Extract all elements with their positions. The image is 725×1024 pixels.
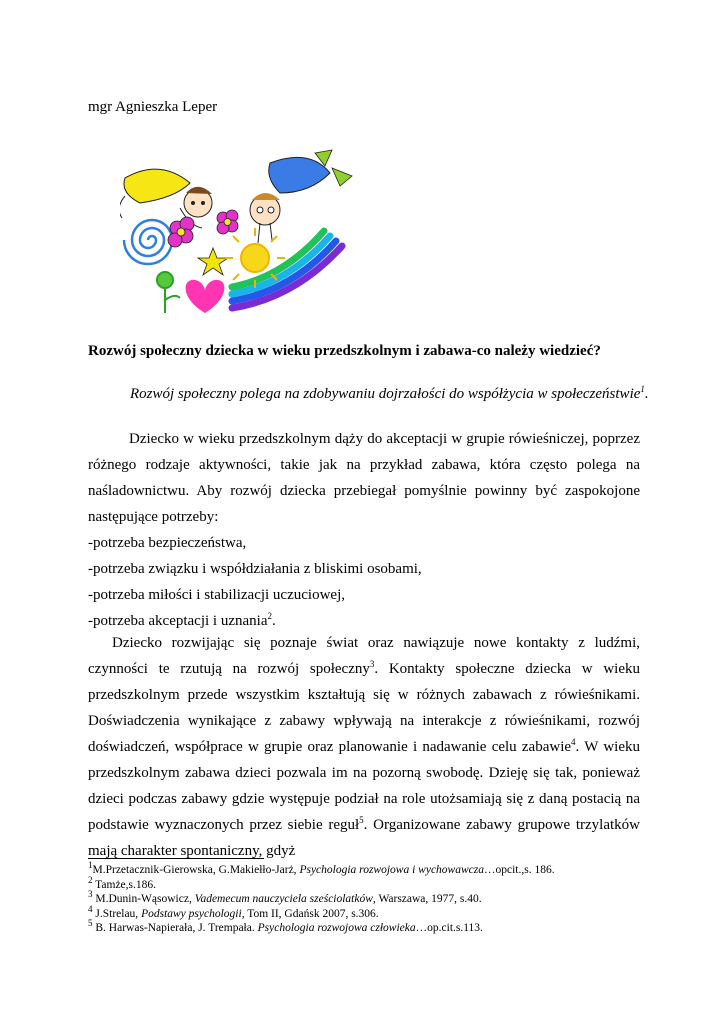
footnote-title: Psychologia rozwojowa i wychowawcza (299, 864, 484, 876)
footnote-title: Podstawy psychologii (141, 907, 242, 920)
footnote (88, 918, 555, 936)
footnote (88, 889, 555, 907)
paragraph-text: Dziecko rozwijając się poznaje świat oraz nawiązuje nowe kontakty z ludźmi, czynności te rzutują na rozwój społeczny (88, 635, 640, 677)
footnote-text: J.Strelau, (92, 907, 142, 920)
spiral-icon (124, 220, 172, 264)
star-icon (198, 248, 228, 275)
footnote-number: 5 (88, 918, 93, 929)
footnote (88, 874, 555, 893)
children-drawing-illustration (120, 148, 360, 318)
child-yellow-shirt (124, 169, 190, 203)
footnote-title: Psychologia rozwojowa człowieka (257, 922, 416, 934)
paragraph-text: . W wieku przedszkolnym zabawa dzieci pozwala im na pozorną swobodę. Dzieję się tak, ponieważ dzieci podczas zabawy gdzie występuje podział na role utożsamiają się z daną postacią na podstawie wyznaczonych przez siebie reguł (88, 739, 640, 833)
child-blue-shirt (269, 157, 330, 193)
motto-text: Rozwój społeczny polega na zdobywaniu dojrzałości do współżycia w społeczeństwie (130, 386, 641, 402)
list-item: -potrzeba związku i współdziałania z bliskimi osobami, (88, 561, 422, 577)
footnote (88, 903, 555, 922)
footnote-title: Vademecum nauczyciela sześciolatków (194, 893, 373, 905)
paragraph-text: . Kontakty społeczne dziecka w wieku przedszkolnym przede wszystkim kształtują się w różnych zabawach z rówieśnikami. Doświadczenia wynikające z zabawy wpływają na interakcje z rówieśnikami, rozwój doświadczeń, współprace w grupie oraz planowanie i nadawanie celu zabawie (88, 661, 640, 755)
footnote-text: …opcit.,s. 186. (483, 864, 555, 876)
motto-end: . (644, 386, 649, 402)
footnote-text: …op.cit.s.113. (415, 922, 483, 934)
footnote-number: 2 (88, 874, 93, 885)
plant-icon (157, 272, 180, 313)
footnote (88, 860, 555, 878)
footnote-ref: 2 (267, 611, 272, 621)
motto-line (130, 386, 649, 403)
footnote-separator (88, 858, 264, 859)
paragraph-intro: Dziecko w wieku przedszkolnym dąży do akceptacji w grupie rówieśniczej, poprzez różnego rodzaje aktywności, takie jak na przykład zabawa, która często polega na naśladownictwu. Aby rozwój dziecka przebiegał pomyślnie powinny być zaspokojone następujące potrzeby: (88, 431, 640, 525)
footnotes (88, 860, 555, 936)
author-line: mgr Agnieszka Leper (88, 99, 218, 115)
footnote-ref: 4 (571, 737, 576, 747)
footnote-number: 4 (88, 903, 93, 914)
flower-icon (168, 217, 194, 247)
paragraph-social-development (88, 630, 640, 864)
flower-icon (217, 210, 238, 234)
footnote-text: Tamże,s.186. (92, 878, 156, 891)
footnote-text: M.Dunin-Wąsowicz, (92, 893, 195, 905)
footnote-number: 1 (88, 860, 93, 871)
list-item-end: . (271, 613, 276, 629)
heart-icon (186, 280, 225, 313)
footnote-ref: 1 (640, 384, 645, 394)
footnote-text: M.Przetacznik-Gierowska, G.Makiełło-Jarż, (92, 864, 300, 876)
document-title: Rozwój społeczny dziecka w wieku przedszkolnym i zabawa-co należy wiedzieć? (88, 343, 601, 359)
footnote-ref: 5 (359, 815, 364, 825)
list-item: -potrzeba bezpieczeństwa, (88, 535, 247, 551)
list-item-text: -potrzeba akceptacji i uznania (88, 613, 268, 629)
footnote-ref: 3 (369, 659, 375, 669)
footnote-number: 3 (88, 889, 93, 900)
list-item: -potrzeba miłości i stabilizacji uczuciowej, (88, 587, 345, 603)
footnote-text: , Tom II, Gdańsk 2007, s.306. (241, 907, 379, 920)
footnote-text: B. Harwas-Napierała, J. Trempała. (92, 922, 258, 934)
paragraph-text: . Organizowane zabawy grupowe trzylatków mają charakter spontaniczny, gdyż (88, 817, 640, 859)
footnote-text: , Warszawa, 1977, s.40. (372, 893, 482, 905)
needs-list (88, 530, 640, 634)
